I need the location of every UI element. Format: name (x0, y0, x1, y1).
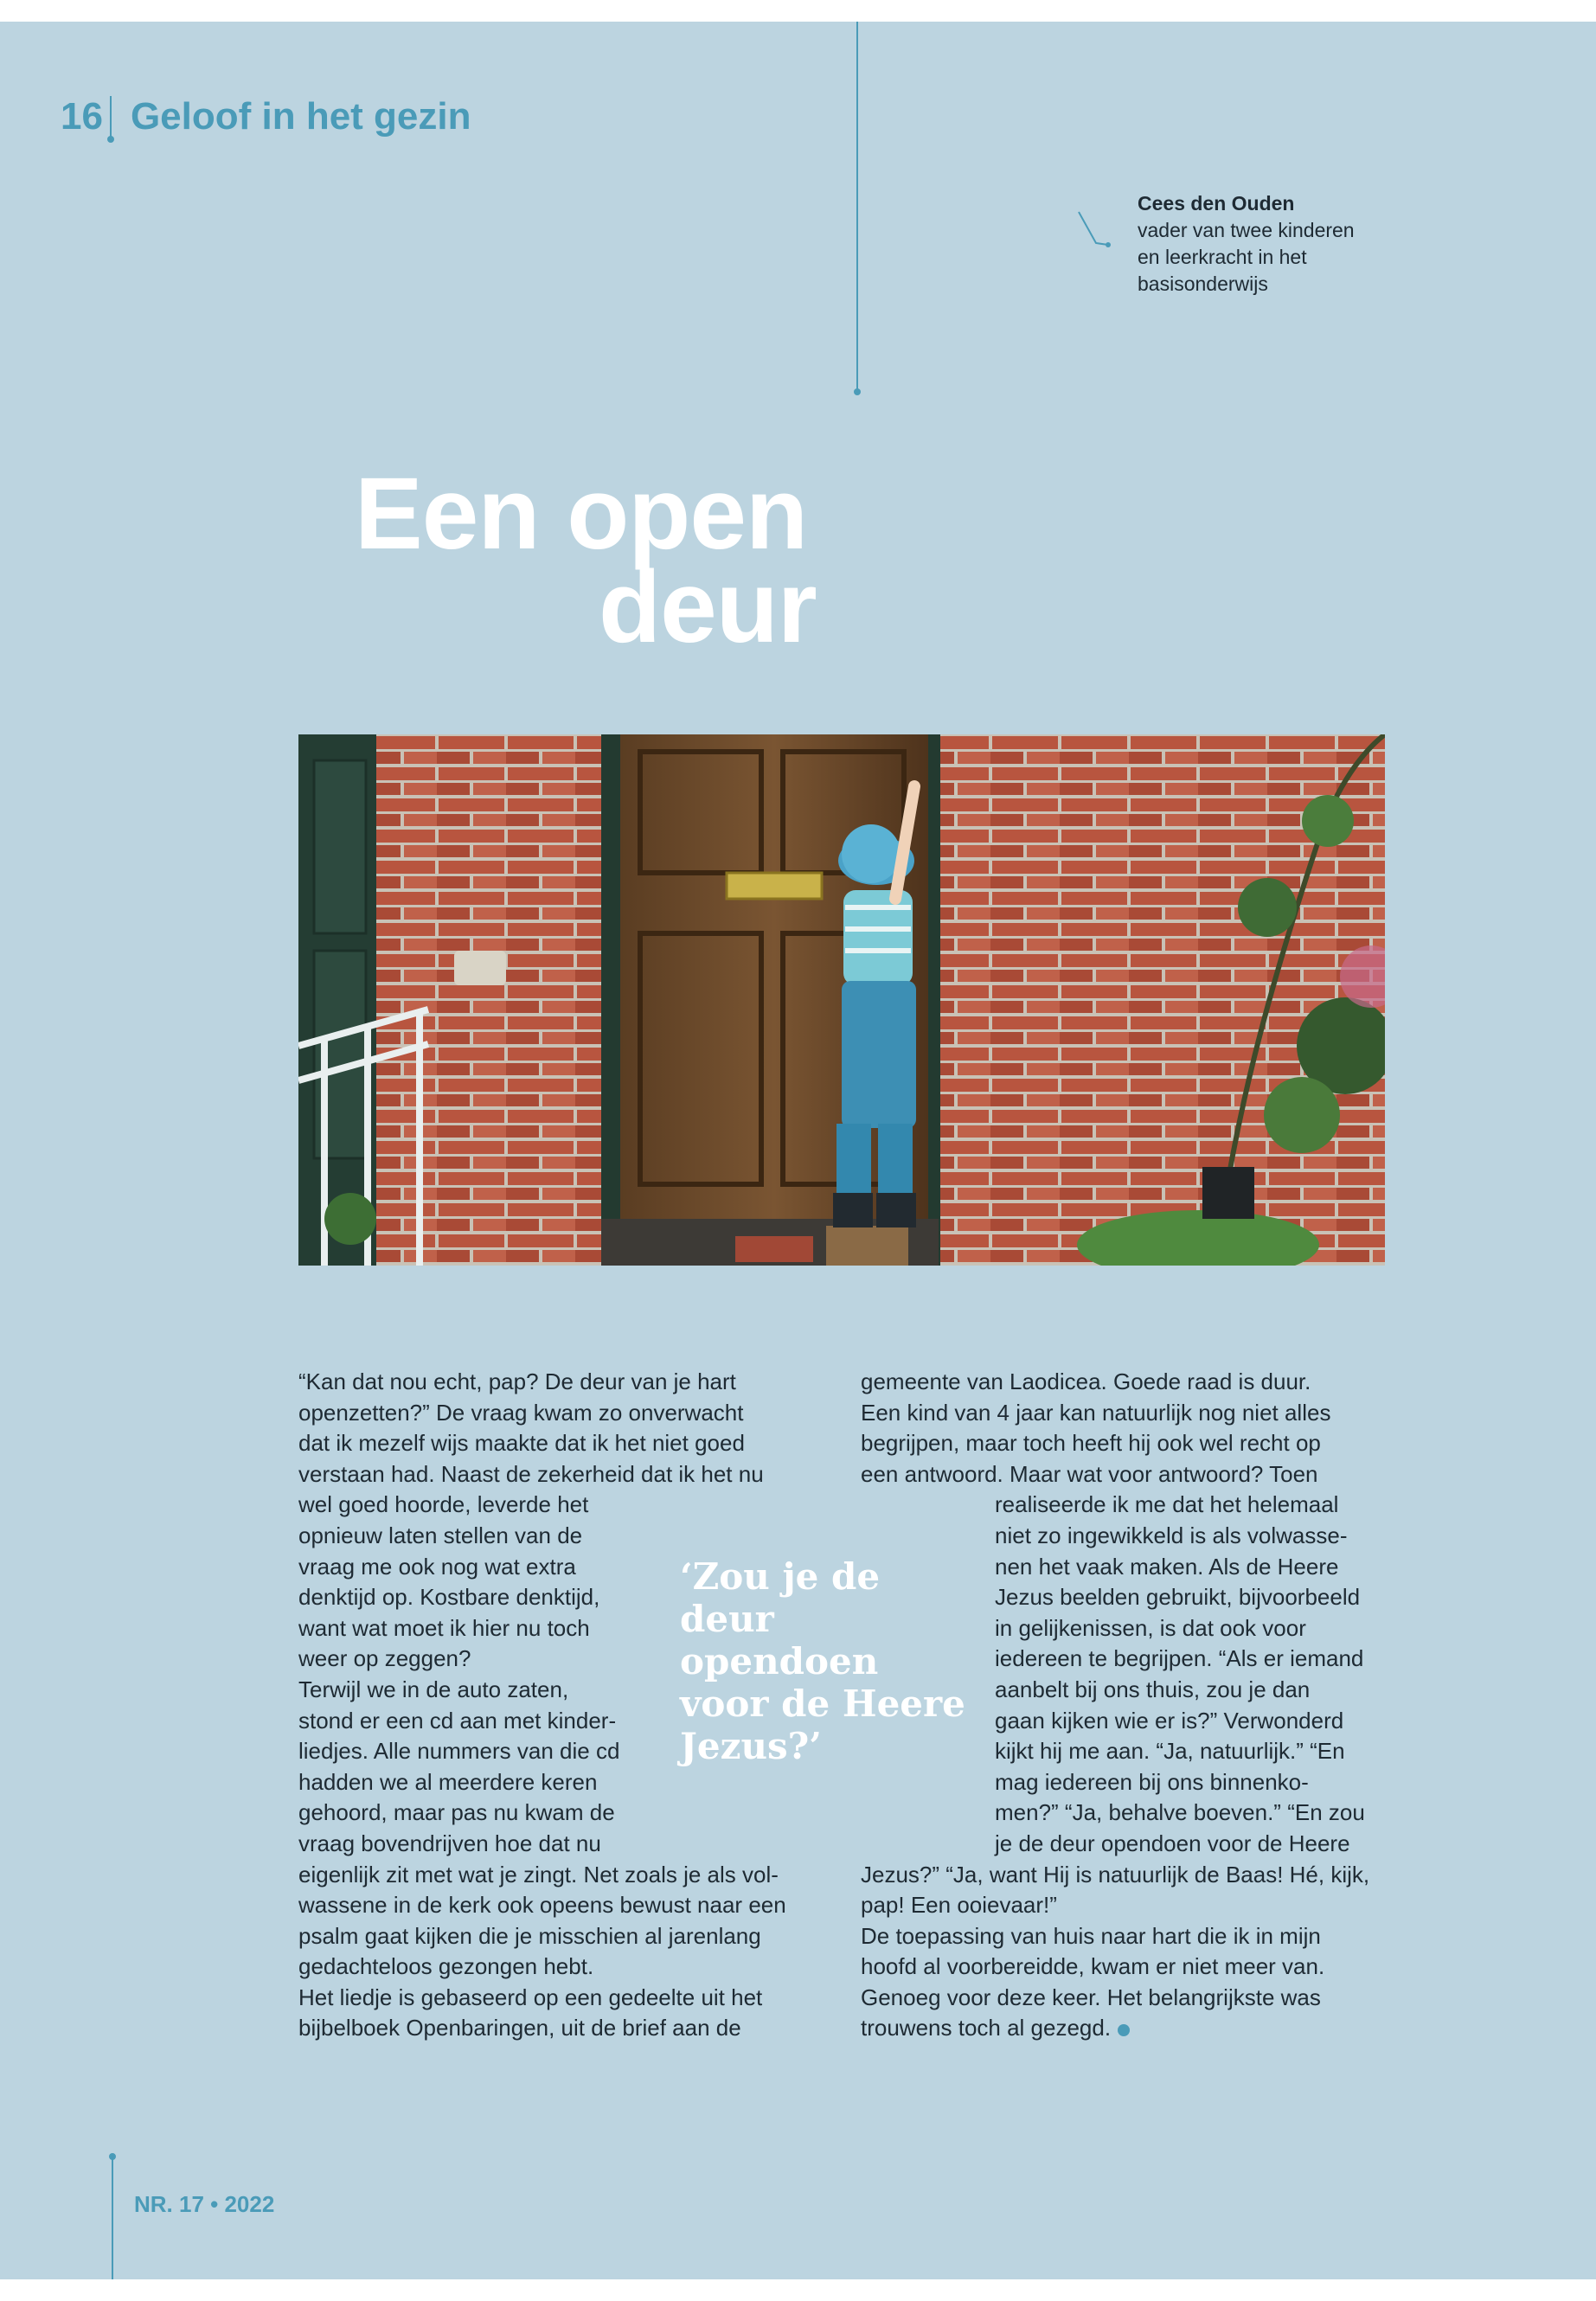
section-title: Geloof in het gezin (130, 95, 471, 138)
body-line: mag iedereen bij ons binnenko- (995, 1768, 1309, 1795)
body-line: want wat moet ik hier nu toch (298, 1614, 590, 1641)
body-line: “Kan dat nou echt, pap? De deur van je hart (298, 1368, 736, 1394)
body-line: gehoord, maar pas nu kwam de (298, 1799, 615, 1826)
page-number: 16 (61, 95, 103, 138)
body-line: weer op zeggen? (298, 1645, 471, 1672)
body-line: Een kind van 4 jaar kan natuurlijk nog niet alles (861, 1399, 1331, 1426)
body-line: iedereen te begrijpen. “Als er iemand (995, 1645, 1364, 1672)
body-line: begrijpen, maar toch heeft hij ook wel recht op (861, 1430, 1321, 1457)
author-description-line: basisonderwijs (1138, 272, 1268, 295)
body-line: je de deur opendoen voor de Heere (995, 1830, 1350, 1856)
decorative-line-bottom (112, 2157, 113, 2279)
body-line: stond er een cd aan met kinder- (298, 1707, 617, 1734)
body-line: gedachteloos gezongen hebt. (298, 1953, 594, 1980)
author-block (1138, 190, 1355, 298)
body-line: vraag bovendrijven hoe dat nu (298, 1830, 601, 1856)
body-line: denktijd op. Kostbare denktijd, (298, 1584, 600, 1611)
body-line: Genoeg voor deze keer. Het belangrijkste was (861, 1984, 1321, 2010)
author-description-line: en leerkracht in het (1138, 246, 1307, 268)
body-line: dat ik mezelf wijs maakte dat ik het niet goed (298, 1430, 745, 1457)
body-line: liedjes. Alle nummers van die cd (298, 1738, 620, 1765)
article-title-line2: deur (599, 550, 817, 664)
door-photo-illustration (298, 734, 1385, 1266)
body-line: gemeente van Laodicea. Goede raad is duur. (861, 1368, 1311, 1394)
body-line: De toepassing van huis naar hart die ik in mijn (861, 1922, 1321, 1949)
decorative-line-top (856, 22, 858, 392)
body-line: kijkt hij me aan. “Ja, natuurlijk.” “En (995, 1738, 1345, 1765)
body-line: Jezus?” “Ja, want Hij is natuurlijk de Baas! Hé, kijk, (861, 1861, 1370, 1888)
body-line: niet zo ingewikkeld is als volwasse- (995, 1522, 1348, 1548)
body-line: openzetten?” De vraag kwam zo onverwacht (298, 1399, 744, 1426)
author-arrow-icon (1077, 210, 1112, 262)
body-line: Het liedje is gebaseerd op een gedeelte uit het (298, 1984, 763, 2010)
body-line: realiseerde ik me dat het helemaal (995, 1491, 1339, 1518)
article-title (355, 457, 874, 664)
body-line: bijbelboek Openbaringen, uit de brief aan de (298, 2015, 741, 2041)
article-photo (298, 734, 1385, 1266)
body-line: gaan kijken wie er is?” Verwonderd (995, 1707, 1344, 1734)
body-line: een antwoord. Maar wat voor antwoord? Toen (861, 1460, 1318, 1487)
body-line: Terwijl we in de auto zaten, (298, 1676, 569, 1702)
author-description-line: vader van twee kinderen (1138, 219, 1355, 241)
body-line: nen het vaak maken. Als de Heere (995, 1553, 1339, 1580)
body-line: aanbelt bij ons thuis, zou je dan (995, 1676, 1311, 1702)
body-line: vraag me ook nog wat extra (298, 1553, 576, 1580)
body-line: wel goed hoorde, leverde het (298, 1491, 589, 1518)
body-line: verstaan had. Naast de zekerheid dat ik het nu (298, 1460, 764, 1487)
magazine-page (0, 22, 1596, 2279)
body-line: opnieuw laten stellen van de (298, 1522, 583, 1548)
article-body-right-column (861, 1367, 1369, 2044)
body-line: hoofd al voorbereidde, kwam er niet meer van. (861, 1953, 1325, 1980)
header-divider (110, 96, 112, 138)
pull-quote: ‘Zou je de deur opendoen voor de Heere Jezus?’ (680, 1555, 965, 1767)
issue-footer: NR. 17 • 2022 (134, 2191, 275, 2217)
body-line: psalm gaat kijken die je misschien al jarenlang (298, 1922, 761, 1949)
end-mark-icon (1118, 2024, 1130, 2036)
body-line-text: trouwens toch al gezegd. (861, 2015, 1112, 2041)
body-line: hadden we al meerdere keren (298, 1768, 598, 1795)
body-line: Jezus beelden gebruikt, bijvoorbeeld (995, 1584, 1361, 1611)
body-line: in gelijkenissen, is dat ook voor (995, 1614, 1306, 1641)
article-title-line1: Een open (355, 457, 808, 571)
author-name: Cees den Ouden (1138, 192, 1295, 215)
body-line: men?” “Ja, behalve boeven.” “En zou (995, 1799, 1365, 1826)
body-line: eigenlijk zit met wat je zingt. Net zoals je als vol- (298, 1861, 779, 1888)
body-line: pap! Een ooievaar!” (861, 1892, 1057, 1919)
body-line-last (861, 2013, 1369, 2044)
page-header (61, 95, 471, 138)
body-line: wassene in de kerk ook opeens bewust naar een (298, 1892, 786, 1919)
